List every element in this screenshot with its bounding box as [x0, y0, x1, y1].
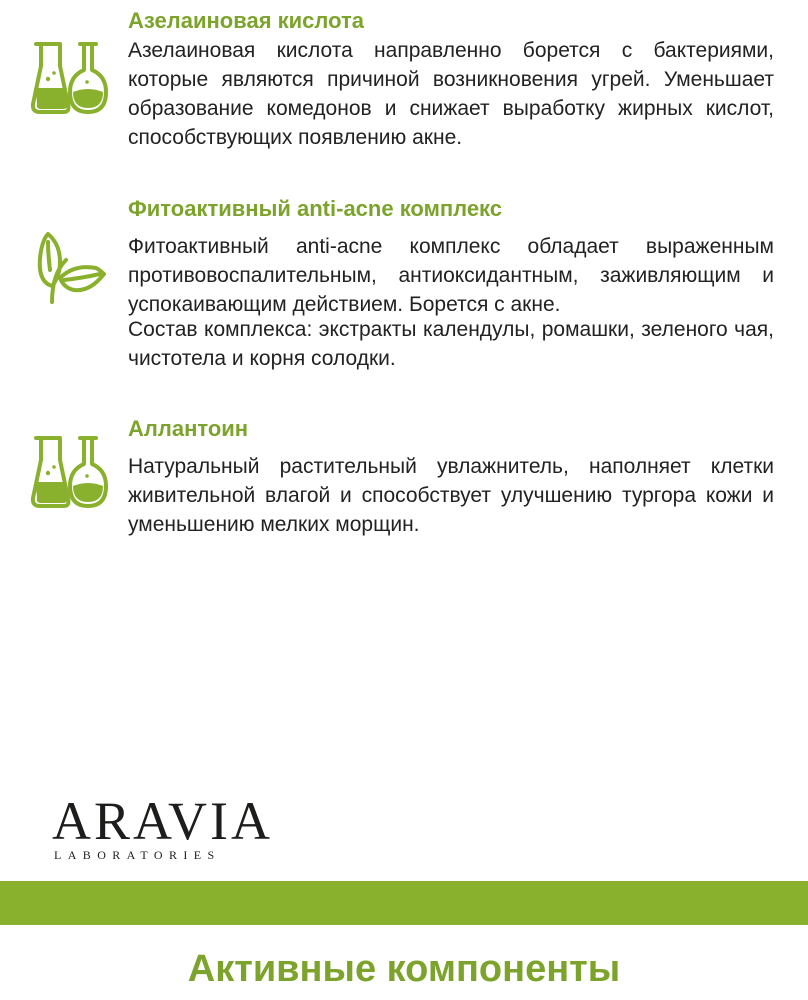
brand-subtitle: LABORATORIES	[54, 848, 221, 862]
brand-logo	[52, 792, 282, 866]
section-description: Натуральный растительный увлажнитель, наполняет клетки живительной влагой и способствует улучшению тургора кожи и уменьшению мелких морщин.	[128, 455, 774, 536]
lab-flasks-icon	[30, 434, 108, 510]
accent-band	[0, 881, 808, 925]
leaf-sprout-icon	[30, 230, 108, 306]
section-composition: Состав комплекса: экстракты календулы, ромашки, зеленого чая, чистотела и корня солодки.	[128, 318, 774, 370]
section-title: Фитоактивный anti-acne комплекс	[128, 196, 503, 221]
brand-name: ARAVIA	[52, 791, 274, 851]
section-title: Азелаиновая кислота	[128, 8, 365, 33]
section-description: Азелаиновая кислота направленно борется с бактериями, которые являются причиной возникновения угрей. Уменьшает образование комедонов и снижает выработку жирных кислот, способствующих появлению акне.	[128, 39, 774, 149]
section-title: Аллантоин	[128, 416, 249, 441]
footer-title: Активные компоненты	[187, 948, 621, 990]
section-description: Фитоактивный anti-acne комплекс обладает выраженным противовоспалительным, антиоксидантным, заживляющим и успокаивающим действием. Борется с акне.	[128, 235, 774, 316]
lab-flasks-icon	[30, 40, 108, 116]
